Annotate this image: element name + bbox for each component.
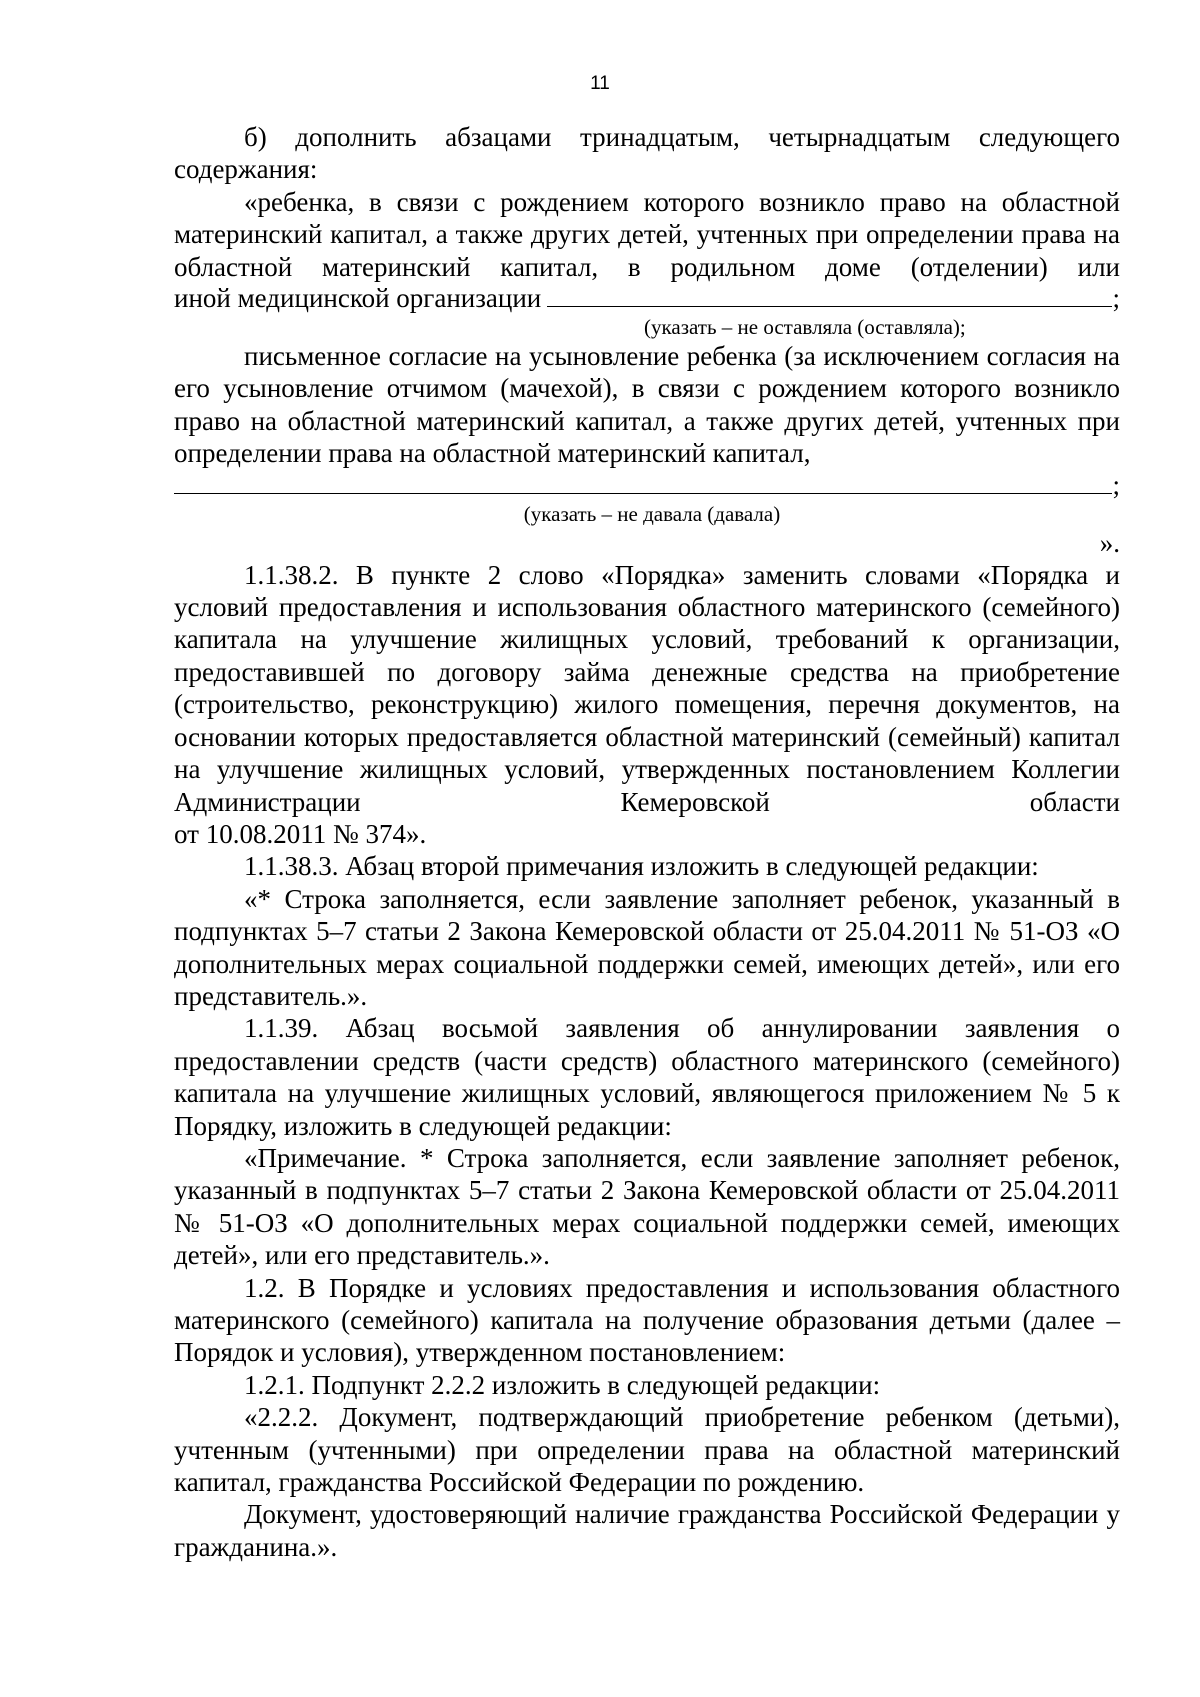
hint-not-left: (указать – не оставляла (оставляла); xyxy=(644,315,966,340)
closing-quote: ». xyxy=(1099,527,1120,558)
semicolon: ; xyxy=(1112,283,1120,314)
paragraph-1-1-38-2-end: от 10.08.2011 № 374». xyxy=(174,818,427,849)
semicolon: ; xyxy=(1112,469,1120,500)
paragraph-note-quote: «* Строка заполняется, если заявление заполняет ребенок, указанный в подпунктах 5–7 статьи 2 Закона Кемеровской области от 25.04.2011 № 51-ОЗ «О дополнительных мерах социальной поддержки семей, имеющих детей», или его представитель.». xyxy=(174,883,1120,1011)
quote-paragraph-child-birth: «ребенка, в связи с рождением которого возникло право на областной материнский капитал, а также других детей, учтенных при определении права на областной материнский капитал, в родильном доме (отделении) или xyxy=(174,186,1120,282)
paragraph-adoption-consent: письменное согласие на усыновление ребенка (за исключением согласия на его усыновление отчимом (мачехой), в связи с рождением которого возникло право на областной материнский капитал, а также других детей, учтенных при определении права на областной материнский капитал, xyxy=(174,341,1120,469)
paragraph-note-replacement: «Примечание. * Строка заполняется, если заявление заполняет ребенок, указанный в подпунктах 5–7 статьи 2 Закона Кемеровской области от 25.04.2011 № 51-ОЗ «О дополнительных мерах социальной поддержки семей, имеющих детей», или его представитель.». xyxy=(174,1142,1120,1271)
blank-line xyxy=(547,284,1112,307)
paragraph-1-1-39: 1.1.39. Абзац восьмой заявления об аннулировании заявления о предоставлении средств (части средств) областного материнского (семейного) капитала на улучшение жилищных условий, являющегося приложением № 5 к Порядку, изложить в следующей редакции: xyxy=(174,1013,1120,1141)
blank-line xyxy=(174,471,1112,494)
paragraph-2-2-2: «2.2.2. Документ, подтверждающий приобретение ребенком (детьми), учтенным (учтенными) при определении права на областной материнский капитал, гражданства Российской Федерации по рождению. xyxy=(174,1402,1120,1498)
fill-line-consent xyxy=(174,470,1120,501)
paragraph-citizenship-document: Документ, удостоверяющий наличие гражданства Российской Федерации у гражданина.». xyxy=(174,1499,1120,1562)
paragraph-1-2: 1.2. В Порядке и условиях предоставления и использования областного материнского (семейного) капитала на получение образования детьми (далее – Порядок и условия), утвержденном постановлением: xyxy=(174,1272,1120,1368)
document-body xyxy=(174,121,1120,1563)
hint-not-given: (указать – не давала (давала) xyxy=(523,501,781,526)
fill-line-label: иной медицинской организации xyxy=(174,283,542,314)
fill-line-medical-org xyxy=(174,283,1120,314)
page-number: 11 xyxy=(590,73,610,94)
paragraph-b: б) дополнить абзацами тринадцатым, четырнадцатым следующего содержания: xyxy=(174,122,1120,185)
paragraph-1-2-1: 1.2.1. Подпункт 2.2.2 изложить в следующей редакции: xyxy=(244,1369,881,1400)
paragraph-1-1-38-2: 1.1.38.2. В пункте 2 слово «Порядка» заменить словами «Порядка и условий предоставления и использования областного материнского (семейного) капитала на улучшение жилищных условий, требований к организации, предоставившей по договору займа денежные средства на приобретение (строительство, реконструкцию) жилого помещения, перечня документов, на основании которых предоставляется областной материнский (семейный) капитал на улучшение жилищных условий, утвержденных постановлением Коллегии Администрации Кемеровской области xyxy=(174,559,1120,817)
paragraph-1-1-38-3: 1.1.38.3. Абзац второй примечания изложить в следующей редакции: xyxy=(244,851,1039,882)
